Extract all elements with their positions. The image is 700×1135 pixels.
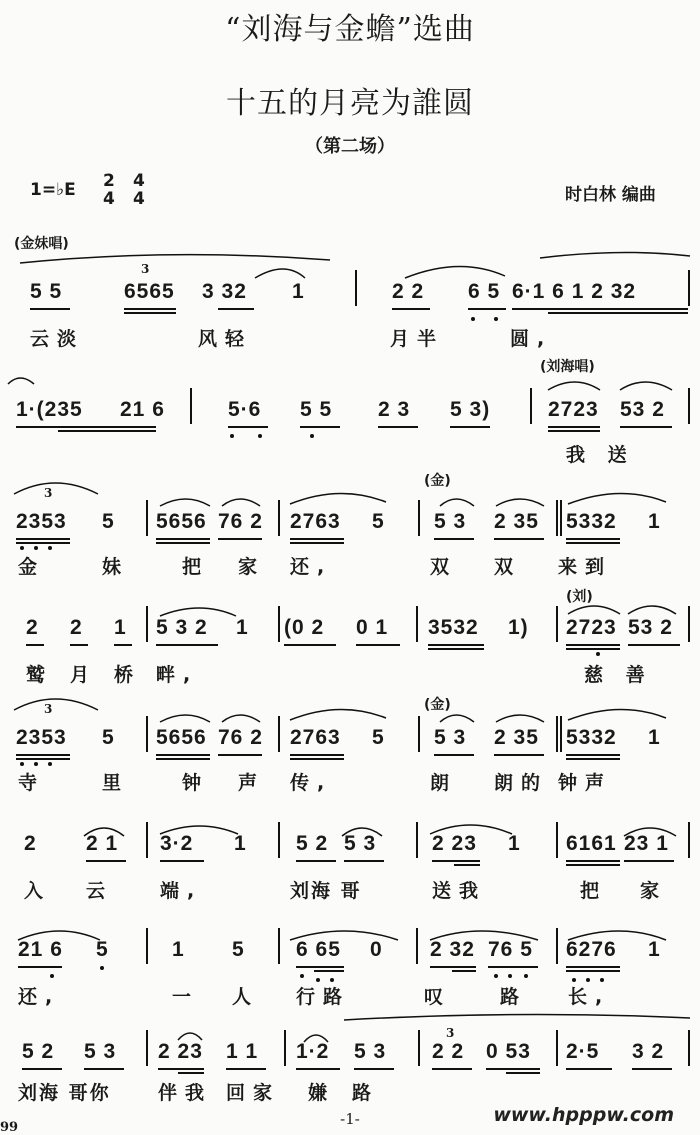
note-group: 1: [172, 938, 185, 961]
site-watermark: www.hpppw.com: [493, 1104, 674, 1126]
note-group: 5: [372, 510, 385, 533]
lyric: 双: [430, 556, 458, 578]
lyric: 还,: [18, 986, 61, 1008]
note-group: 5 3: [344, 832, 377, 855]
underline: [16, 542, 70, 544]
note-group: 2: [24, 832, 37, 855]
underline: [566, 758, 620, 760]
lyric: 送我: [432, 880, 487, 902]
underline: [566, 644, 620, 646]
underline: [16, 758, 70, 760]
bar-line: [416, 822, 418, 858]
low-dot: [230, 434, 234, 438]
underline: [16, 754, 70, 756]
note-group: 0 1: [356, 616, 389, 639]
underline: [620, 426, 672, 428]
note-group: 53 2: [620, 398, 665, 421]
underline: [378, 426, 418, 428]
note-group: 5 5: [30, 280, 63, 303]
note-group: 5: [96, 938, 109, 961]
note-group: 5·6: [228, 398, 262, 421]
bar-line: [530, 388, 532, 424]
underline: [434, 538, 474, 540]
underline: [548, 426, 600, 428]
bar-line: [688, 270, 690, 306]
role-marker-liu: (刘海唱): [540, 359, 595, 375]
lyric: 人: [232, 986, 260, 1008]
underline: [70, 644, 88, 646]
bar-line: [560, 500, 562, 536]
underline: [16, 538, 70, 540]
note-group: 1: [234, 832, 247, 855]
note-group: 2353: [16, 726, 67, 749]
note-group: 5: [232, 938, 245, 961]
lyric: 圆,: [510, 328, 553, 350]
triplet-mark: 3: [446, 1026, 455, 1040]
lyric: 长,: [568, 986, 611, 1008]
bar-line: [416, 606, 418, 642]
underline: [296, 1068, 340, 1070]
lyric: 嫌: [308, 1082, 336, 1104]
note-group: 1 1: [226, 1040, 259, 1063]
note-group: 2 3: [378, 398, 411, 421]
bar-line: [688, 388, 690, 424]
lyric: 入: [24, 880, 52, 902]
lyric: 家: [640, 880, 668, 902]
bar-line: [560, 716, 562, 752]
underline: [632, 1068, 672, 1070]
underline: [428, 644, 484, 646]
note-group: 2: [70, 616, 83, 639]
bar-line: [278, 822, 280, 858]
note-group: 53 2: [628, 616, 673, 639]
lyric: 朗的: [494, 772, 549, 794]
underline: [432, 1068, 472, 1070]
bar-line: [355, 270, 357, 306]
note-group: 21 6: [120, 398, 165, 421]
low-dot: [258, 434, 262, 438]
lyric: 月半: [390, 328, 445, 350]
lyric: 桥: [114, 664, 142, 686]
bar-line: [278, 606, 280, 642]
underline: [218, 538, 262, 540]
underline: [18, 966, 62, 968]
triplet-mark: 3: [44, 486, 53, 500]
note-group: 1: [292, 280, 305, 303]
role-marker-jin: (金): [424, 473, 451, 489]
note-group: 2 23: [158, 1040, 203, 1063]
role-marker-jin: (金): [424, 697, 451, 713]
note-group: 6565: [124, 280, 175, 303]
underline: [84, 1068, 124, 1070]
low-dot: [310, 434, 314, 438]
bar-line: [556, 1030, 558, 1066]
note-group: 1·(235: [16, 398, 83, 421]
bar-line: [556, 716, 558, 752]
bar-line: [418, 500, 420, 536]
underline: [494, 538, 544, 540]
bar-line: [278, 716, 280, 752]
time-top: 2: [103, 171, 115, 191]
note-group: 6 5: [468, 280, 501, 303]
underline: [284, 644, 336, 646]
note-group: 5 3: [84, 1040, 117, 1063]
note-group: 5 2: [296, 832, 329, 855]
bar-line: [146, 928, 148, 964]
bar-line: [688, 1030, 690, 1066]
lyric: 叹: [424, 986, 452, 1008]
slur-arcs: [0, 472, 700, 512]
slur-arcs: [0, 688, 700, 728]
low-dot: [471, 317, 475, 321]
note-group: 76 2: [218, 510, 263, 533]
underline: [452, 970, 476, 972]
lyric: 畔,: [156, 664, 199, 686]
lyric: 端,: [160, 880, 203, 902]
note-group: 3 2: [632, 1040, 665, 1063]
bar-line: [278, 500, 280, 536]
underline: [228, 426, 268, 428]
underline: [512, 308, 688, 310]
lyric: 金: [18, 556, 46, 578]
underline: [506, 1072, 540, 1074]
low-dot: [20, 546, 24, 550]
note-group: 2·5: [566, 1040, 600, 1063]
underline: [226, 1068, 266, 1070]
underline: [566, 754, 620, 756]
slur-arcs: [0, 370, 700, 400]
underline: [290, 542, 344, 544]
lyric: 妹: [102, 556, 130, 578]
note-group: 5 3: [434, 726, 467, 749]
underline: [432, 860, 480, 862]
note-group: 3 32: [202, 280, 247, 303]
bar-line: [146, 822, 148, 858]
underline: [290, 758, 344, 760]
low-dot: [34, 762, 38, 766]
bar-line: [416, 928, 418, 964]
underline: [468, 308, 506, 310]
note-group: 0 53: [486, 1040, 531, 1063]
bar-line: [688, 822, 690, 858]
underline: [156, 542, 210, 544]
note-group: 2723: [566, 616, 617, 639]
underline: [156, 644, 218, 646]
lyric: 双: [494, 556, 522, 578]
lyric: 刘海 哥你: [18, 1082, 111, 1104]
note-group: 5656: [156, 726, 207, 749]
lyric: 钟: [182, 772, 210, 794]
underline: [454, 864, 480, 866]
note-group: 1: [648, 726, 661, 749]
song-title: 十五的月亮为誰圆: [226, 86, 474, 121]
low-dot: [524, 974, 528, 978]
note-group: 5332: [566, 510, 617, 533]
underline: [30, 308, 70, 310]
role-marker-liu: (刘): [566, 589, 593, 605]
page-number: -1-: [340, 1110, 360, 1128]
bar-line: [556, 822, 558, 858]
note-group: 1: [648, 938, 661, 961]
composer-credit: 时白林 编曲: [565, 185, 656, 205]
time-signature-4-4: [133, 172, 145, 208]
note-group: 1): [508, 616, 529, 639]
note-group: 2763: [290, 510, 341, 533]
bar-line: [146, 606, 148, 642]
underline: [218, 308, 254, 310]
note-group: 5: [102, 726, 115, 749]
underline: [566, 860, 620, 862]
bar-line: [146, 500, 148, 536]
collection-title: “刘海与金蟾”选曲: [225, 12, 475, 47]
lyric: 寺: [18, 772, 46, 794]
bar-line: [146, 1030, 148, 1066]
note-group: 2763: [290, 726, 341, 749]
lyric: 行路: [296, 986, 351, 1008]
underline: [124, 308, 176, 310]
underline: [290, 754, 344, 756]
lyric: 来到: [558, 556, 613, 578]
note-group: 5656: [156, 510, 207, 533]
note-group: (0 2: [284, 616, 325, 639]
note-group: 21 6: [18, 938, 63, 961]
bar-line: [556, 500, 558, 536]
note-group: 2: [26, 616, 39, 639]
note-group: 2 1: [86, 832, 119, 855]
note-group: 76 2: [218, 726, 263, 749]
note-group: 5 3: [354, 1040, 387, 1063]
underline: [156, 758, 210, 760]
note-group: 2 2: [432, 1040, 465, 1063]
underline: [156, 538, 210, 540]
note-group: 5: [102, 510, 115, 533]
key-signature: 1=♭E: [30, 180, 76, 200]
underline: [296, 966, 344, 968]
underline: [488, 966, 538, 968]
time-signature-2-4: [103, 172, 115, 208]
note-group: 6161: [566, 832, 617, 855]
time-top: 4: [133, 171, 145, 191]
underline: [16, 426, 156, 428]
note-group: 5 5: [300, 398, 333, 421]
note-group: 6·1 6 1 2 32: [512, 280, 637, 303]
underline: [566, 1068, 612, 1070]
underline: [434, 754, 474, 756]
note-group: 6 65: [296, 938, 341, 961]
corner-number: 99: [0, 1120, 19, 1135]
note-group: 5332: [566, 726, 617, 749]
underline: [296, 860, 336, 862]
underline: [26, 644, 44, 646]
low-dot: [48, 762, 52, 766]
underline: [628, 644, 680, 646]
lyric: 伴我: [158, 1082, 213, 1104]
lyric: 月: [70, 664, 98, 686]
triplet-mark: 3: [44, 702, 53, 716]
lyric: 把: [182, 556, 210, 578]
note-group: 1: [648, 510, 661, 533]
lyric: 路: [352, 1082, 380, 1104]
note-group: 23 1: [624, 832, 669, 855]
lyric: 回家: [226, 1082, 281, 1104]
low-dot: [494, 974, 498, 978]
low-dot: [100, 966, 104, 970]
underline: [548, 430, 600, 432]
underline: [178, 1072, 204, 1074]
bar-line: [278, 928, 280, 964]
bar-line: [190, 388, 192, 424]
underline: [114, 644, 132, 646]
underline: [392, 308, 430, 310]
underline: [290, 538, 344, 540]
bar-line: [146, 716, 148, 752]
note-group: 0: [370, 938, 383, 961]
note-group: 1: [236, 616, 249, 639]
lyric: 把: [580, 880, 608, 902]
time-bottom: 4: [103, 189, 115, 209]
note-group: 2 2: [392, 280, 425, 303]
underline: [124, 312, 176, 314]
note-group: 5 3): [450, 398, 491, 421]
lyric: 鹫: [26, 664, 54, 686]
bar-line: [284, 1030, 286, 1066]
lyric: 刘海 哥: [290, 880, 362, 902]
lyric: 云淡: [30, 328, 85, 350]
note-group: 1·2: [296, 1040, 330, 1063]
lyric: 慈 善: [584, 664, 653, 686]
underline: [356, 644, 400, 646]
underline: [548, 312, 688, 314]
lyric: 还,: [290, 556, 333, 578]
underline: [58, 430, 156, 432]
lyric: 里: [102, 772, 130, 794]
lyric: 云: [86, 880, 114, 902]
underline: [160, 860, 204, 862]
low-dot: [50, 974, 54, 978]
lyric: 钟声: [558, 772, 613, 794]
low-dot: [34, 546, 38, 550]
low-dot: [494, 317, 498, 321]
low-dot: [48, 546, 52, 550]
underline: [344, 860, 384, 862]
underline: [566, 538, 620, 540]
low-dot: [596, 652, 600, 656]
lyric: 家: [238, 556, 266, 578]
note-group: 76 5: [488, 938, 533, 961]
bar-line: [418, 1030, 420, 1066]
note-group: 5: [372, 726, 385, 749]
note-group: 1: [508, 832, 521, 855]
note-group: 2 35: [494, 726, 539, 749]
note-group: 2353: [16, 510, 67, 533]
bar-line: [418, 716, 420, 752]
underline: [486, 1068, 540, 1070]
note-group: 2 32: [430, 938, 475, 961]
underline: [494, 754, 544, 756]
note-group: 3532: [428, 616, 479, 639]
note-group: 2723: [548, 398, 599, 421]
lyric: 我 送: [566, 444, 635, 466]
lyric: 风轻: [198, 328, 253, 350]
note-group: 5 2: [22, 1040, 55, 1063]
underline: [86, 860, 126, 862]
bar-line: [556, 606, 558, 642]
underline: [314, 970, 344, 972]
triplet-mark: 3: [141, 262, 150, 276]
time-bottom: 4: [133, 189, 145, 209]
bar-line: [688, 606, 690, 642]
underline: [156, 754, 210, 756]
lyric: 一: [172, 986, 200, 1008]
scene-label: （第二场）: [305, 136, 395, 157]
lyric: 路: [500, 986, 528, 1008]
note-group: 6276: [566, 938, 617, 961]
underline: [566, 970, 620, 972]
role-marker-jin: (金妹唱): [14, 236, 69, 252]
underline: [428, 648, 484, 650]
underline: [300, 426, 340, 428]
underline: [22, 1068, 62, 1070]
lyric: 朗: [430, 772, 458, 794]
low-dot: [20, 762, 24, 766]
underline: [158, 1068, 204, 1070]
note-group: 5 3 2: [156, 616, 208, 639]
underline: [218, 754, 262, 756]
underline: [566, 648, 620, 650]
lyric: 声: [238, 772, 266, 794]
note-group: 2 23: [432, 832, 477, 855]
low-dot: [300, 974, 304, 978]
underline: [624, 860, 674, 862]
underline: [566, 864, 620, 866]
underline: [450, 426, 490, 428]
note-group: 1: [114, 616, 127, 639]
bar-line: [556, 928, 558, 964]
underline: [566, 542, 620, 544]
underline: [354, 1068, 394, 1070]
low-dot: [508, 974, 512, 978]
underline: [430, 966, 476, 968]
note-group: 3·2: [160, 832, 194, 855]
note-group: 2 35: [494, 510, 539, 533]
underline: [566, 966, 620, 968]
lyric: 传,: [290, 772, 333, 794]
note-group: 5 3: [434, 510, 467, 533]
